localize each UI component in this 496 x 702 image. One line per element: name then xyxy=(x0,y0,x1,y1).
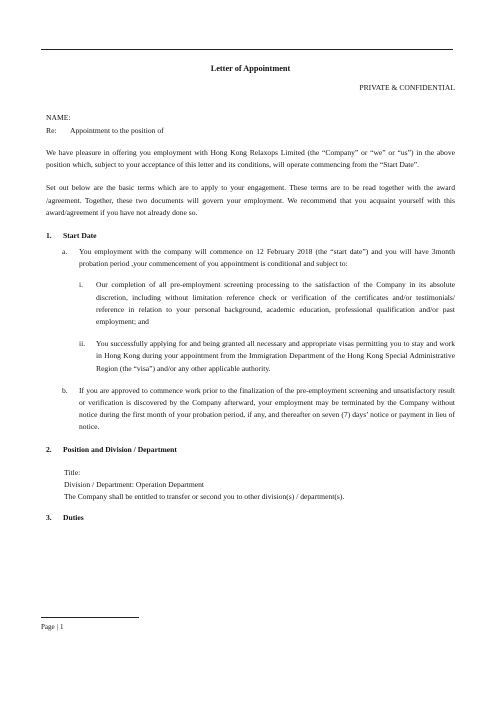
subclause-text: Our completion of all pre-employment screening processing to the satisfaction of the Company in its absolute discretion, including without limitation reference check or verification of the certificates and/or testimonials/ reference in relation to your personal background, academic education, professional qualification and/or past employment; and xyxy=(96,280,455,327)
header-rule xyxy=(41,49,453,50)
clause-label: a. xyxy=(62,247,68,257)
clause-text: If you are approved to commence work prior to the finalization of the pre-employment screening and unsatisfactory result or verification is discovered by the Company afterward, your employment may be terminated by the Company without notice during the first month of your probation period, if any, and thereafter on seven (7) days’ notice or payment in lieu of notice. xyxy=(79,385,455,432)
letter-body xyxy=(46,64,455,522)
section-number: 2. xyxy=(46,444,52,454)
name-label: NAME: xyxy=(46,113,71,122)
section-title: Duties xyxy=(63,513,84,523)
page-footer xyxy=(41,623,64,631)
section-heading-position xyxy=(46,445,455,454)
section-title: Position and Division / Department xyxy=(63,444,177,454)
section-title: Start Date xyxy=(63,231,97,241)
section-heading-start-date xyxy=(46,231,455,240)
page-number: 1 xyxy=(60,623,64,631)
department-line: Division / Department: Operation Department xyxy=(64,479,205,489)
section-heading-duties xyxy=(46,513,455,522)
clause-1a-ii xyxy=(79,338,455,375)
clause-text: You employment with the company will commence on 12 February 2018 (the “start date”) and you will have 3month probation period ,your commencement of you appointment is conditional and subject to: xyxy=(79,247,455,269)
terms-paragraph: Set out below are the basic terms which are to apply to your engagement. These terms are to be read together with the award /agreement. Together, these two documents will govern your employment. We recommend that you acquaint yourself with this award/agreement if you have not already done so. xyxy=(46,183,455,217)
subclause-text: You successfully applying for and being granted all necessary and appropriate visas permitting you to stay and work in Hong Kong during your appointment from the Immigration Department of the Hong Kong Special Administrative Region (the “visa”) and/or any other applicable authority. xyxy=(96,339,455,373)
position-details xyxy=(64,467,455,504)
letter-title: Letter of Appointment xyxy=(210,64,291,73)
clause-label: b. xyxy=(62,385,68,395)
page-separator: | xyxy=(56,623,59,631)
intro-paragraph: We have pleasure in offering you employment with Hong Kong Relaxops Limited (the “Company” or “we” or “us”) in the above position which, subject to your acceptance of this letter and its conditions, will operate commencing from the “Start Date”. xyxy=(46,148,455,170)
page-label: Page xyxy=(41,623,55,631)
re-line xyxy=(46,126,455,135)
transfer-line: The Company shall be entitled to transfer or second you to other division(s) / department(s). xyxy=(64,492,345,502)
confidentiality-label: PRIVATE & CONFIDENTIAL xyxy=(359,83,455,92)
clause-1a xyxy=(62,246,455,270)
section-number: 3. xyxy=(46,513,52,523)
title-line: Title: xyxy=(64,467,81,477)
footer-rule xyxy=(41,617,139,618)
re-label: Re: xyxy=(46,126,57,135)
clause-1b xyxy=(62,385,455,434)
clause-1a-i xyxy=(79,279,455,328)
subclause-label: i. xyxy=(79,280,84,290)
re-text: Appointment to the position of xyxy=(70,126,164,135)
section-number: 1. xyxy=(46,231,52,241)
subclause-label: ii. xyxy=(79,339,86,349)
